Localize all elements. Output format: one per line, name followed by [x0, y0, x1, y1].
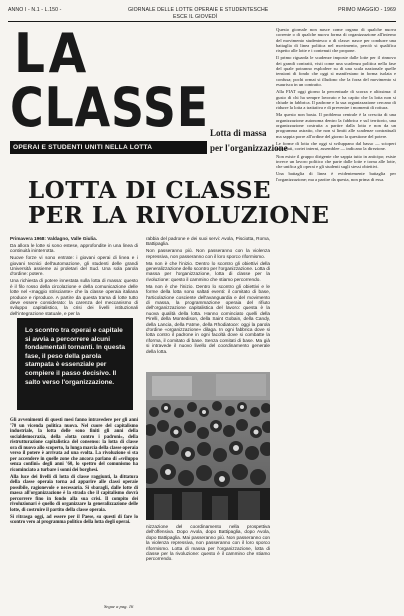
right-paragraph: Il primo riguarda le scadenze imposte dalle lotte per il rinnovo dei grandi contratti, visti come una scadenza politica nella fase del quale potranno esplodere su di una scala nazionale quelle tensioni di fondo che oggi si manifestano in forma isolata e confusa; pochi ormai si illudono che la forza del movimento si esaurisca in un contratto.	[276, 55, 396, 87]
publication-day: ESCE IL GIOVEDÌ	[173, 14, 218, 20]
column2-paragraph: Non passeranno più. Non passeranno con la violenza repressiva, non passeranno con il loro sporco riformismo.	[146, 248, 270, 259]
column2-paragraph: Ma non è che l'inizio. Dentro lo scontro gli obiettivi e le forme della lotta sono saltati eventi: il comitato di base, l'articolazione cosciente dell'avanguardia e del movimento di massa, la programmazione operaia del rifiuto dell'organizzazione capitalistica del lavoro: questa è la nuova qualità della lotta. Hanno cominciato quelli della Pirelli, della Montedison, della Saint Gobain, della Candy, della Lancia, della Fatme, della Rhodiatoce: oggi la parola d'ordine «organizzazione» dilaga. In ogni fabbrica dove si lotta contro il padrone in ogni facoltà dove si combatte la riforma, il comitato di base. Senza comitati di base. Ma già si intravede il nuovo livello del coordinamento generale della lotta.	[146, 283, 270, 354]
masthead-title-line1: LA	[14, 22, 90, 85]
headline-line1: LOTTA DI CLASSE	[28, 177, 271, 204]
lower-paragraph: Gli avvenimenti di questi mesi fanno intravedere per gli anni '70 un vicenda politica nuova. Nel cuore del capitalismo industriale, la lotta delle sono finiti gli anni della socialdemocrazia, della «lotta contro i padroni», della ristrutturazione capitalistica del consenso: la lotta di classe ora di nuovo allo scoperto, la lunga marcia della classe operaia verso il potere è arrivata ad una svolta. La rivoluzione si sta per accendere in quelle zone che ancora parlano di «sviluppo senza confini» degli anni '60, lo spettro del comunismo ha ricominciato a turbare i sonni dei borghesi.	[10, 418, 138, 473]
column1-paragraph: Nuove forze vi sono entrate: i giovani operai di linea e i giovani tecnici dell'automazione, gli studenti delle grandi Università assieme ai proletari del Sud. Una sola parola d'ordine: potere.	[10, 255, 138, 277]
paper-description: GIORNALE DELLE LOTTE OPERAIE E STUDENTESCHE	[128, 7, 269, 13]
main-headline	[28, 178, 329, 228]
column1-paragraph: Da allora le lotte si sono estese, approfondite in una linea di continuità ininterrotta.	[10, 242, 138, 254]
lower-paragraph: Si ritrasga oggi, ad essere per il Paese, su questi di fare lo scontro vero al programma politico della lotta degli operai.	[10, 514, 138, 525]
continued-note: Segue a pag. 16	[104, 604, 134, 609]
crowd-photo-image	[146, 372, 270, 520]
issue-date: PRIMO MAGGIO - 1969	[338, 7, 396, 13]
masthead-slogan-bar: OPERAI E STUDENTI UNITI NELLA LOTTA	[10, 141, 207, 154]
right-paragraph: Le forme di lotta che oggi si sviluppano dal basso — scioperi articolati, cortei interni, assemblee — indicano la direzione.	[276, 140, 396, 152]
right-paragraph: Ma questo non basta. Il problema centrale è la crescita di una organizzazione autonoma dentro la fabbrica e sul territorio, una organizzazione costruita a partire dalla lotta e non da un programma astratto, che non si limiti alle scadenze contrattuali ma sappia porre all'ordine del giorno la questione del potere.	[276, 112, 396, 139]
headline-line2: PER LA RIVOLUZIONE	[28, 202, 330, 229]
right-paragraph: Non esiste il gruppo dirigente che sappia tutto in anticipo; esiste invece un lavoro politico che parte dalle lotte e torna alle lotte, che unifica gli operai e gli studenti sugli stessi obiettivi.	[276, 153, 396, 170]
right-paragraph: Una battaglia di linea è evidentemente battaglia per l'organizzazione; ma a partire da questa, non prima di essa.	[276, 171, 396, 182]
column2-paragraph: Ma non è che l'inizio. Dentro lo scontro gli obiettivi della generalizzazione dello scontro per l'organizzazione. Lotta di massa per l'organizzazione, lotta di classe per la rivoluzione: questo il cammino che stiamo percorrendo.	[146, 260, 270, 282]
article-column-2	[146, 236, 270, 356]
right-paragraph: Questo giornale non nasce come organo di qualche nuova corrente o di qualche nuova forma di organizzazione all'interno del movimento studentesco o di classe: nasce per condurre una battaglia di linea politica nel movimento, perciò si qualifica rispetto alle lotte e i contenuti che propone.	[276, 27, 396, 54]
crowd-photo	[146, 372, 270, 520]
masthead	[10, 22, 288, 167]
masthead-subtitle-2: per l'organizzazione	[210, 143, 288, 153]
lower-left-article	[10, 418, 138, 527]
right-paragraph: Alla FIAT oggi giorno la percentuale di scorza e altissima: il gusto di chi ha sempre lavorato e ha capito che la lotta non si chiude in fabbrica. Il padrone e la sua organizzazione cercano di ridurre la lotta a trattativa e di prevenire i momenti di rottura.	[276, 89, 396, 111]
masthead-title-line2: CLASSE	[10, 76, 209, 139]
column2-paragraph: rabbia del padrone e dei suoi servi: Avola, Pisciotta, Roma, Battipaglia.	[146, 236, 270, 247]
dateline: Primavera 1968: Valdagno, Valle Giulia.	[10, 236, 98, 241]
masthead-subtitle-1: Lotta di massa	[210, 128, 267, 138]
article-column-1	[10, 236, 138, 318]
pull-quote-box: Lo scontro tra operai e capitale si avvia a percorrere alcuni fondamentali tornanti. In questa fase, il peso della parola stampata è essenziale per compiere il passo decisivo. Il salto verso l'organizzazione.	[17, 318, 133, 410]
column1-paragraph: Una richiesta di potere innestata sulla lotta di massa: questo è il filo rosso della circolazione e della comunicazione delle lotte nel «maggio strisciante» che la classe operaia italiana produce e riproduce. A partire da questa trama di lotte tutto deve essere considerato: la carenza del meccanismo di sviluppo capitalistico, la crisi dei livelli istituzionali dell'integrazione statuale, e per la	[10, 278, 138, 316]
issue-info: ANNO I - N.1 - L.150 -	[8, 7, 62, 13]
top-line	[8, 7, 396, 19]
photo-caption-text: nizzazione del coordinamento nella prospettiva dell'offensiva. Dopo Avola, dopo Battipaglia, dopo Avola, dopo Battipaglia. Mai passeranno più. Non passeranno con la violenza repressiva, non passeranno con il loro sporco riformismo. Lotta di massa per l'organizzazione, lotta di classe per la rivoluzione: questo è il cammino che stiamo percorrendo.	[146, 524, 270, 562]
lower-paragraph: Alla luce dei livelli di lotta di classe raggiunti, la dittatura della classe operaia torna ad apparire alle classi operaie possibile, ragionevole e necessaria. Si sbaragli, dalle lotte di massa all'organizzazione è la strada che il capitalismo dovrà percorrere fino in fondo alla sua crisi. Il compito dei rivoluzionari è quello di organizzare la generalizzazione delle lotte, di costruire il partito della classe operaia.	[10, 474, 138, 513]
right-column-article	[276, 27, 396, 184]
